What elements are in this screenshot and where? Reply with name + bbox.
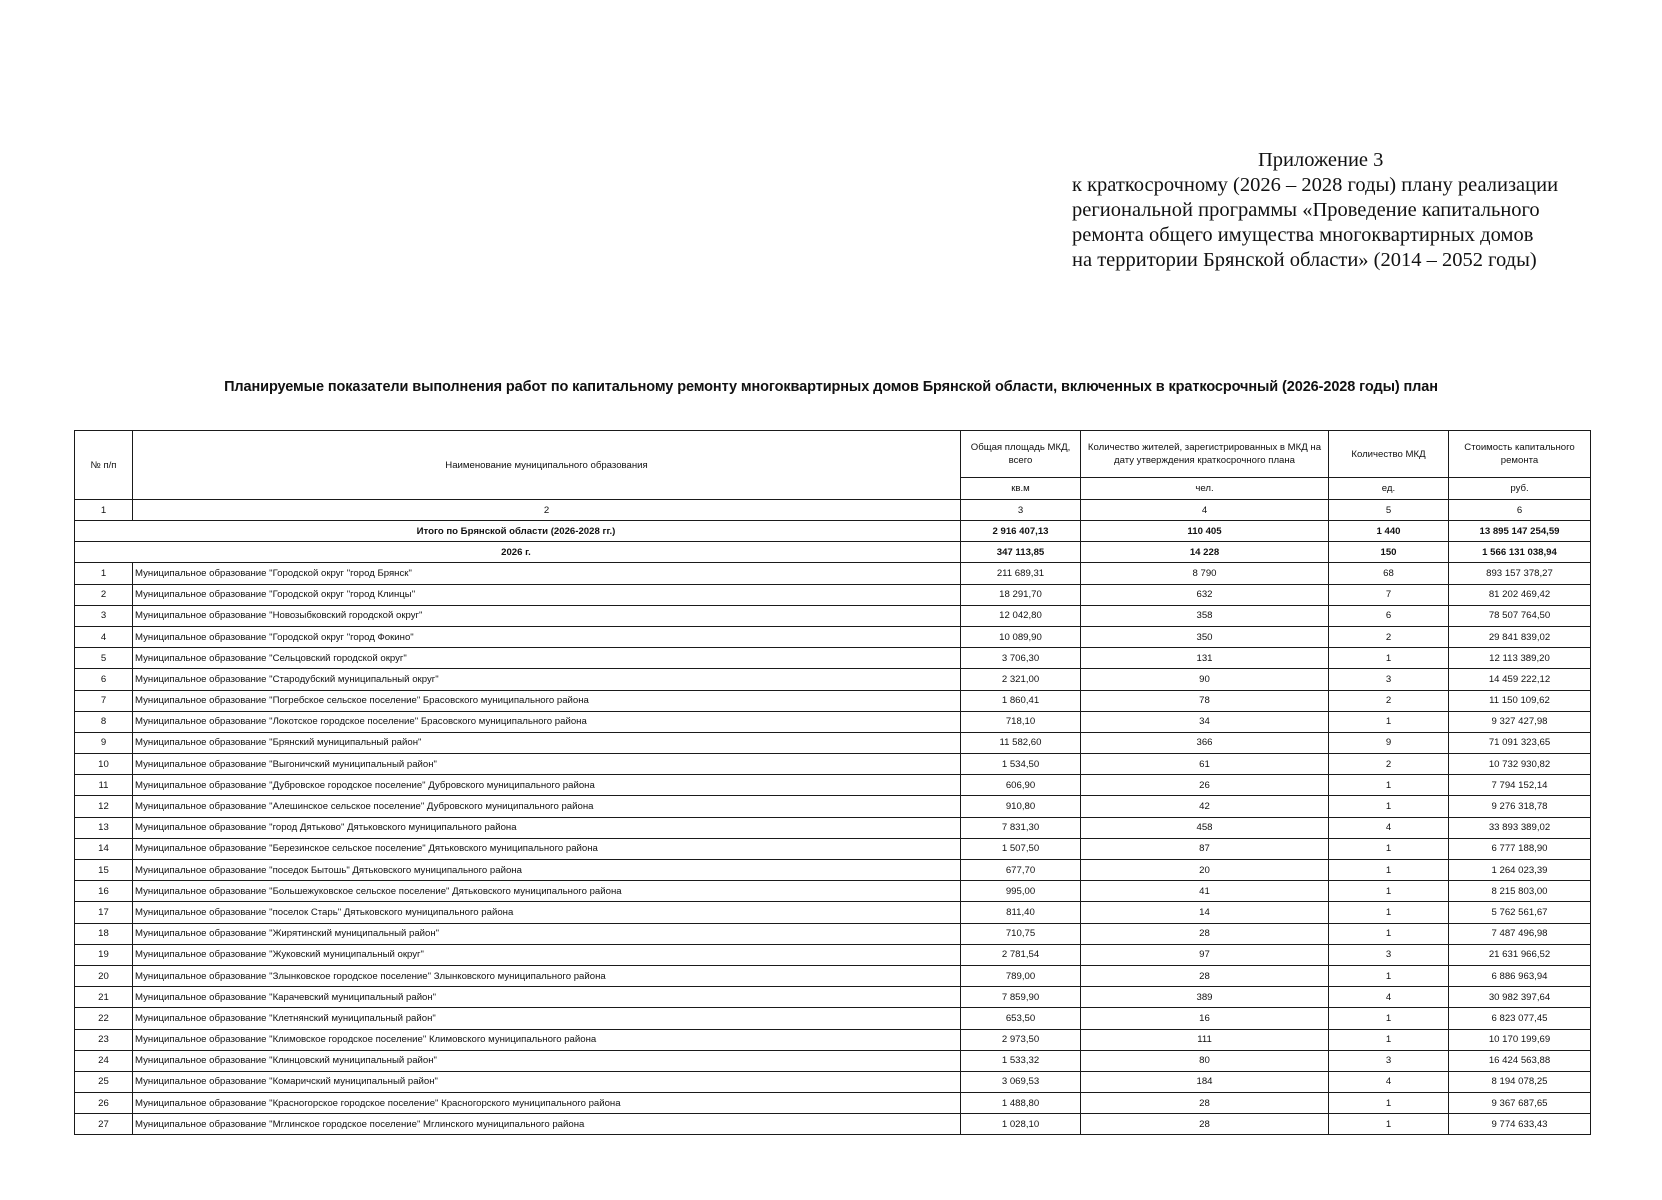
cost-value: 6 823 077,45 bbox=[1449, 1008, 1591, 1029]
cost-value: 11 150 109,62 bbox=[1449, 690, 1591, 711]
count-value: 4 bbox=[1329, 817, 1449, 838]
table-row bbox=[75, 881, 1591, 902]
header-count: Количество МКД bbox=[1329, 431, 1449, 478]
row-number: 3 bbox=[75, 605, 133, 626]
cost-value: 9 276 318,78 bbox=[1449, 796, 1591, 817]
area-value: 1 507,50 bbox=[961, 838, 1081, 859]
count-value: 3 bbox=[1329, 1050, 1449, 1071]
area-value: 3 069,53 bbox=[961, 1071, 1081, 1092]
residents-value: 350 bbox=[1081, 626, 1329, 647]
table-row bbox=[75, 754, 1591, 775]
row-number: 20 bbox=[75, 965, 133, 986]
col-number: 6 bbox=[1449, 500, 1591, 521]
count-value: 1 bbox=[1329, 965, 1449, 986]
municipality-name: Муниципальное образование "Клетнянский муниципальный район" bbox=[133, 1008, 961, 1029]
cost-value: 7 794 152,14 bbox=[1449, 775, 1591, 796]
residents-value: 458 bbox=[1081, 817, 1329, 838]
area-value: 12 042,80 bbox=[961, 605, 1081, 626]
row-number: 5 bbox=[75, 648, 133, 669]
cost-value: 21 631 966,52 bbox=[1449, 944, 1591, 965]
cost-value: 8 215 803,00 bbox=[1449, 881, 1591, 902]
row-number: 18 bbox=[75, 923, 133, 944]
residents-value: 34 bbox=[1081, 711, 1329, 732]
header-cost: Стоимость капитального ремонта bbox=[1449, 431, 1591, 478]
table-row bbox=[75, 669, 1591, 690]
cost-value: 6 777 188,90 bbox=[1449, 838, 1591, 859]
municipality-name: Муниципальное образование "Городской округ "город Брянск" bbox=[133, 563, 961, 584]
count-value: 2 bbox=[1329, 754, 1449, 775]
residents-value: 8 790 bbox=[1081, 563, 1329, 584]
area-value: 2 973,50 bbox=[961, 1029, 1081, 1050]
area-value: 18 291,70 bbox=[961, 584, 1081, 605]
count-value: 3 bbox=[1329, 669, 1449, 690]
area-value: 1 860,41 bbox=[961, 690, 1081, 711]
area-value: 606,90 bbox=[961, 775, 1081, 796]
count-value: 1 bbox=[1329, 648, 1449, 669]
table-row bbox=[75, 1008, 1591, 1029]
unit-cost: руб. bbox=[1449, 478, 1591, 500]
table-row bbox=[75, 605, 1591, 626]
area-value: 811,40 bbox=[961, 902, 1081, 923]
residents-value: 389 bbox=[1081, 987, 1329, 1008]
row-number: 22 bbox=[75, 1008, 133, 1029]
cost-value: 5 762 561,67 bbox=[1449, 902, 1591, 923]
area-value: 1 534,50 bbox=[961, 754, 1081, 775]
table-row bbox=[75, 1114, 1591, 1135]
area-value: 2 321,00 bbox=[961, 669, 1081, 690]
table-row bbox=[75, 1050, 1591, 1071]
table-row bbox=[75, 965, 1591, 986]
appendix-title: Приложение 3 bbox=[1258, 149, 1384, 171]
year-area: 347 113,85 bbox=[961, 542, 1081, 563]
cost-value: 9 367 687,65 bbox=[1449, 1093, 1591, 1114]
table-row bbox=[75, 860, 1591, 881]
cost-value: 71 091 323,65 bbox=[1449, 732, 1591, 753]
year-count: 150 bbox=[1329, 542, 1449, 563]
count-value: 1 bbox=[1329, 1008, 1449, 1029]
appendix-line: на территории Брянской области» (2014 – 2052 годы) bbox=[1072, 249, 1537, 271]
count-value: 1 bbox=[1329, 1114, 1449, 1135]
area-value: 789,00 bbox=[961, 965, 1081, 986]
row-number: 2 bbox=[75, 584, 133, 605]
count-value: 1 bbox=[1329, 923, 1449, 944]
municipality-name: Муниципальное образование "Дубровское городское поселение" Дубровского муниципального района bbox=[133, 775, 961, 796]
total-residents: 110 405 bbox=[1081, 521, 1329, 542]
header-row bbox=[75, 431, 1591, 478]
count-value: 2 bbox=[1329, 690, 1449, 711]
table-row bbox=[75, 732, 1591, 753]
area-value: 1 533,32 bbox=[961, 1050, 1081, 1071]
municipality-name: Муниципальное образование "Городской округ "город Клинцы" bbox=[133, 584, 961, 605]
unit-count: ед. bbox=[1329, 478, 1449, 500]
appendix-line: региональной программы «Проведение капитального bbox=[1072, 199, 1540, 221]
header-num: № п/п bbox=[75, 431, 133, 500]
count-value: 1 bbox=[1329, 1029, 1449, 1050]
area-value: 211 689,31 bbox=[961, 563, 1081, 584]
table-row bbox=[75, 838, 1591, 859]
table-row bbox=[75, 563, 1591, 584]
unit-area: кв.м bbox=[961, 478, 1081, 500]
count-value: 2 bbox=[1329, 626, 1449, 647]
residents-value: 90 bbox=[1081, 669, 1329, 690]
count-value: 1 bbox=[1329, 881, 1449, 902]
row-number: 15 bbox=[75, 860, 133, 881]
count-value: 1 bbox=[1329, 1093, 1449, 1114]
municipality-name: Муниципальное образование "Погребское сельское поселение" Брасовского муниципального района bbox=[133, 690, 961, 711]
row-number: 19 bbox=[75, 944, 133, 965]
year-label: 2026 г. bbox=[75, 542, 961, 563]
year-residents: 14 228 bbox=[1081, 542, 1329, 563]
municipality-name: Муниципальное образование "Комаричский муниципальный район" bbox=[133, 1071, 961, 1092]
municipality-name: Муниципальное образование "Березинское сельское поселение" Дятьковского муниципального района bbox=[133, 838, 961, 859]
row-number: 21 bbox=[75, 987, 133, 1008]
residents-value: 42 bbox=[1081, 796, 1329, 817]
residents-value: 358 bbox=[1081, 605, 1329, 626]
col-number: 4 bbox=[1081, 500, 1329, 521]
area-value: 677,70 bbox=[961, 860, 1081, 881]
municipality-name: Муниципальное образование "Выгоничский муниципальный район" bbox=[133, 754, 961, 775]
residents-value: 131 bbox=[1081, 648, 1329, 669]
residents-value: 61 bbox=[1081, 754, 1329, 775]
row-number: 23 bbox=[75, 1029, 133, 1050]
cost-value: 10 732 930,82 bbox=[1449, 754, 1591, 775]
area-value: 718,10 bbox=[961, 711, 1081, 732]
area-value: 3 706,30 bbox=[961, 648, 1081, 669]
table-row bbox=[75, 690, 1591, 711]
row-number: 6 bbox=[75, 669, 133, 690]
residents-value: 80 bbox=[1081, 1050, 1329, 1071]
row-number: 25 bbox=[75, 1071, 133, 1092]
residents-value: 26 bbox=[1081, 775, 1329, 796]
cost-value: 12 113 389,20 bbox=[1449, 648, 1591, 669]
row-number: 26 bbox=[75, 1093, 133, 1114]
municipality-name: Муниципальное образование "Большежуковское сельское поселение" Дятьковского муниципального района bbox=[133, 881, 961, 902]
cost-value: 9 774 633,43 bbox=[1449, 1114, 1591, 1135]
cost-value: 14 459 222,12 bbox=[1449, 669, 1591, 690]
row-number: 4 bbox=[75, 626, 133, 647]
column-numbers-row bbox=[75, 500, 1591, 521]
cost-value: 16 424 563,88 bbox=[1449, 1050, 1591, 1071]
municipality-name: Муниципальное образование "Мглинское городское поселение" Мглинского муниципального района bbox=[133, 1114, 961, 1135]
municipality-name: Муниципальное образование "Жуковский муниципальный округ" bbox=[133, 944, 961, 965]
cost-value: 7 487 496,98 bbox=[1449, 923, 1591, 944]
table-row bbox=[75, 1029, 1591, 1050]
cost-value: 30 982 397,64 bbox=[1449, 987, 1591, 1008]
count-value: 68 bbox=[1329, 563, 1449, 584]
count-value: 1 bbox=[1329, 902, 1449, 923]
area-value: 653,50 bbox=[961, 1008, 1081, 1029]
row-number: 14 bbox=[75, 838, 133, 859]
table-row bbox=[75, 1093, 1591, 1114]
cost-value: 893 157 378,27 bbox=[1449, 563, 1591, 584]
municipality-name: Муниципальное образование "Алешинское сельское поселение" Дубровского муниципального района bbox=[133, 796, 961, 817]
municipality-name: Муниципальное образование "Карачевский муниципальный район" bbox=[133, 987, 961, 1008]
row-number: 7 bbox=[75, 690, 133, 711]
row-number: 10 bbox=[75, 754, 133, 775]
row-number: 1 bbox=[75, 563, 133, 584]
table-row bbox=[75, 626, 1591, 647]
table-row bbox=[75, 1071, 1591, 1092]
table-row bbox=[75, 775, 1591, 796]
count-value: 7 bbox=[1329, 584, 1449, 605]
cost-value: 81 202 469,42 bbox=[1449, 584, 1591, 605]
table-row bbox=[75, 987, 1591, 1008]
residents-value: 366 bbox=[1081, 732, 1329, 753]
total-area: 2 916 407,13 bbox=[961, 521, 1081, 542]
residents-value: 41 bbox=[1081, 881, 1329, 902]
area-value: 1 488,80 bbox=[961, 1093, 1081, 1114]
residents-value: 28 bbox=[1081, 1114, 1329, 1135]
header-name: Наименование муниципального образования bbox=[133, 431, 961, 500]
count-value: 1 bbox=[1329, 711, 1449, 732]
total-label: Итого по Брянской области (2026-2028 гг.) bbox=[75, 521, 961, 542]
municipality-name: Муниципальное образование "Новозыбковский городской округ" bbox=[133, 605, 961, 626]
year-row bbox=[75, 542, 1591, 563]
row-number: 16 bbox=[75, 881, 133, 902]
municipality-name: Муниципальное образование "Жирятинский муниципальный район" bbox=[133, 923, 961, 944]
row-number: 24 bbox=[75, 1050, 133, 1071]
residents-value: 28 bbox=[1081, 923, 1329, 944]
total-row bbox=[75, 521, 1591, 542]
cost-value: 78 507 764,50 bbox=[1449, 605, 1591, 626]
municipality-name: Муниципальное образование "Городской округ "город Фокино" bbox=[133, 626, 961, 647]
total-cost: 13 895 147 254,59 bbox=[1449, 521, 1591, 542]
row-number: 9 bbox=[75, 732, 133, 753]
cost-value: 6 886 963,94 bbox=[1449, 965, 1591, 986]
cost-value: 29 841 839,02 bbox=[1449, 626, 1591, 647]
residents-value: 111 bbox=[1081, 1029, 1329, 1050]
table-row bbox=[75, 711, 1591, 732]
cost-value: 8 194 078,25 bbox=[1449, 1071, 1591, 1092]
municipality-name: Муниципальное образование "Стародубский муниципальный округ" bbox=[133, 669, 961, 690]
municipality-name: Муниципальное образование "Клинцовский муниципальный район" bbox=[133, 1050, 961, 1071]
count-value: 1 bbox=[1329, 838, 1449, 859]
count-value: 1 bbox=[1329, 860, 1449, 881]
table-row bbox=[75, 796, 1591, 817]
col-number: 3 bbox=[961, 500, 1081, 521]
count-value: 4 bbox=[1329, 1071, 1449, 1092]
residents-value: 632 bbox=[1081, 584, 1329, 605]
row-number: 13 bbox=[75, 817, 133, 838]
municipality-name: Муниципальное образование "Локотское городское поселение" Брасовского муниципального района bbox=[133, 711, 961, 732]
count-value: 6 bbox=[1329, 605, 1449, 626]
residents-value: 28 bbox=[1081, 965, 1329, 986]
area-value: 710,75 bbox=[961, 923, 1081, 944]
municipality-name: Муниципальное образование "Брянский муниципальный район" bbox=[133, 732, 961, 753]
cost-value: 1 264 023,39 bbox=[1449, 860, 1591, 881]
row-number: 17 bbox=[75, 902, 133, 923]
appendix-line: к краткосрочному (2026 – 2028 годы) плану реализации bbox=[1072, 174, 1559, 196]
year-cost: 1 566 131 038,94 bbox=[1449, 542, 1591, 563]
count-value: 4 bbox=[1329, 987, 1449, 1008]
appendix-line: ремонта общего имущества многоквартирных домов bbox=[1072, 224, 1534, 246]
col-number: 1 bbox=[75, 500, 133, 521]
table-row bbox=[75, 944, 1591, 965]
count-value: 1 bbox=[1329, 775, 1449, 796]
residents-value: 28 bbox=[1081, 1093, 1329, 1114]
row-number: 12 bbox=[75, 796, 133, 817]
count-value: 9 bbox=[1329, 732, 1449, 753]
header-area: Общая площадь МКД, всего bbox=[961, 431, 1081, 478]
table-row bbox=[75, 584, 1591, 605]
count-value: 1 bbox=[1329, 796, 1449, 817]
municipality-name: Муниципальное образование "поседок Бытошь" Дятьковского муниципального района bbox=[133, 860, 961, 881]
col-number: 5 bbox=[1329, 500, 1449, 521]
residents-value: 78 bbox=[1081, 690, 1329, 711]
municipality-name: Муниципальное образование "Сельцовский городской округ" bbox=[133, 648, 961, 669]
header-residents: Количество жителей, зарегистрированных в МКД на дату утверждения краткосрочного плана bbox=[1081, 431, 1329, 478]
col-number: 2 bbox=[133, 500, 961, 521]
count-value: 3 bbox=[1329, 944, 1449, 965]
table-row bbox=[75, 923, 1591, 944]
area-value: 995,00 bbox=[961, 881, 1081, 902]
cost-value: 33 893 389,02 bbox=[1449, 817, 1591, 838]
area-value: 7 859,90 bbox=[961, 987, 1081, 1008]
area-value: 7 831,30 bbox=[961, 817, 1081, 838]
document-title: Планируемые показатели выполнения работ по капитальному ремонту многоквартирных домов Брянской области, включенных в краткосрочный (2026-2028 годы) план bbox=[224, 379, 1438, 395]
area-value: 1 028,10 bbox=[961, 1114, 1081, 1135]
appendix-block bbox=[1072, 148, 1632, 273]
residents-value: 20 bbox=[1081, 860, 1329, 881]
area-value: 11 582,60 bbox=[961, 732, 1081, 753]
table-row bbox=[75, 902, 1591, 923]
area-value: 2 781,54 bbox=[961, 944, 1081, 965]
municipality-name: Муниципальное образование "Климовское городское поселение" Климовского муниципального района bbox=[133, 1029, 961, 1050]
plan-table bbox=[74, 430, 1591, 1135]
municipality-name: Муниципальное образование "поселок Старь" Дятьковского муниципального района bbox=[133, 902, 961, 923]
residents-value: 184 bbox=[1081, 1071, 1329, 1092]
row-number: 8 bbox=[75, 711, 133, 732]
total-count: 1 440 bbox=[1329, 521, 1449, 542]
unit-residents: чел. bbox=[1081, 478, 1329, 500]
cost-value: 10 170 199,69 bbox=[1449, 1029, 1591, 1050]
row-number: 27 bbox=[75, 1114, 133, 1135]
table-row bbox=[75, 648, 1591, 669]
cost-value: 9 327 427,98 bbox=[1449, 711, 1591, 732]
municipality-name: Муниципальное образование "город Дятьково" Дятьковского муниципального района bbox=[133, 817, 961, 838]
residents-value: 16 bbox=[1081, 1008, 1329, 1029]
row-number: 11 bbox=[75, 775, 133, 796]
municipality-name: Муниципальное образование "Красногорское городское поселение" Красногорского муниципального района bbox=[133, 1093, 961, 1114]
residents-value: 97 bbox=[1081, 944, 1329, 965]
municipality-name: Муниципальное образование "Злынковское городское поселение" Злынковского муниципального района bbox=[133, 965, 961, 986]
area-value: 10 089,90 bbox=[961, 626, 1081, 647]
residents-value: 14 bbox=[1081, 902, 1329, 923]
area-value: 910,80 bbox=[961, 796, 1081, 817]
table-row bbox=[75, 817, 1591, 838]
residents-value: 87 bbox=[1081, 838, 1329, 859]
